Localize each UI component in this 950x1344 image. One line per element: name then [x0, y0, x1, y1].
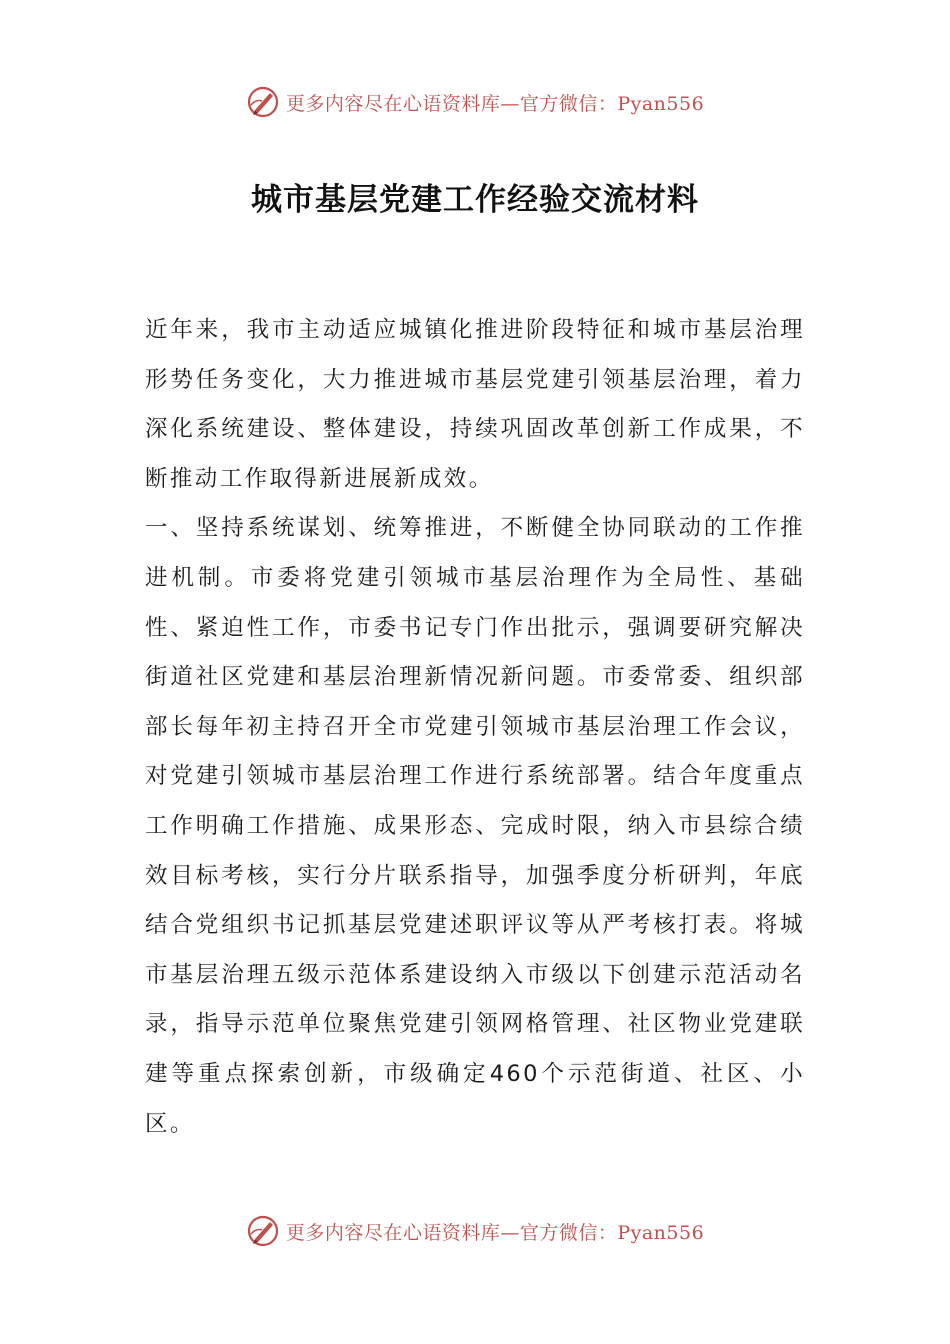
paragraph-section-1: 一、坚持系统谋划、统筹推进，不断健全协同联动的工作推进机制。市委将党建引领城市基层治理作为全局性、基础性、紧迫性工作，市委书记专门作出批示，强调要研究解决街道社区党建和基层治理新情况新问题。市委常委、组织部部长每年初主持召开全市党建引领城市基层治理工作会议，对党建引领城市基层治理工作进行系统部署。结合年度重点工作明确工作措施、成果形态、完成时限，纳入市县综合绩效目标考核，实行分片联系指导，加强季度分析研判，年底结合党组织书记抓基层党建述职评议等从严考核打表。将城市基层治理五级示范体系建设纳入市级以下创建示范活动名录，指导示范单位聚焦党建引领网格管理、社区物业党建联建等重点探索创新，市级确定460个示范街道、社区、小区。	[145, 515, 805, 1137]
pen-logo-icon	[246, 85, 280, 119]
paragraph-intro: 近年来，我市主动适应城镇化推进阶段特征和城市基层治理形势任务变化，大力推进城市基层党建引领基层治理，着力深化系统建设、整体建设，持续巩固改革创新工作成果，不断推动工作取得新进展新成效。	[145, 317, 805, 492]
pen-logo-icon	[246, 1214, 280, 1248]
footer-wechat-id: Pyan556	[617, 1221, 705, 1244]
header-banner-text: 更多内容尽在心语资料库—官方微信：Pyan556	[285, 92, 705, 115]
document-title: 城市基层党建工作经验交流材料	[251, 182, 699, 218]
document-body	[145, 306, 805, 1149]
header-wechat-id: Pyan556	[617, 92, 705, 115]
footer-banner-text: 更多内容尽在心语资料库—官方微信：Pyan556	[285, 1221, 705, 1244]
footer-banner	[0, 1211, 950, 1251]
header-banner	[0, 82, 950, 122]
